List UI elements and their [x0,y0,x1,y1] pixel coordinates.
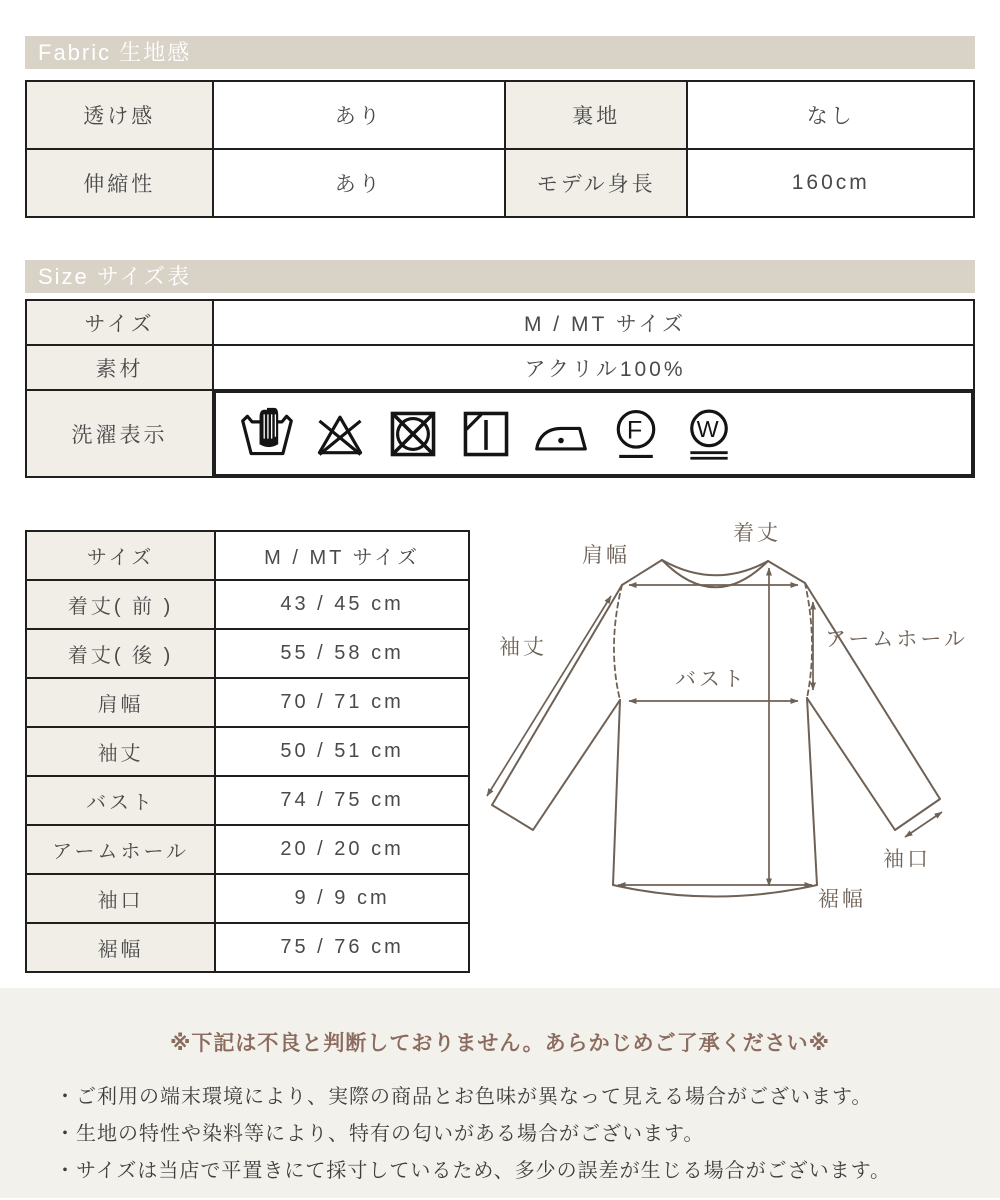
meas-value-cell: 9 / 9 cm [215,874,469,923]
garment-outline [492,560,940,897]
diagram-label-cuff: 袖口 [883,848,931,871]
meas-label-cell: 着丈( 後 ) [26,629,215,678]
measurement-arrows [487,568,942,886]
size-section-header: Size サイズ表 [25,260,975,293]
table-row [26,149,974,217]
meas-value-cell: 55 / 58 cm [215,629,469,678]
dry-clean-letter: F [626,416,646,445]
fabric-label-cell: 伸縮性 [26,149,213,217]
table-row [26,825,469,874]
table-row [26,300,974,345]
diagram-label-sleeve: 袖丈 [499,636,547,659]
meas-value-cell: M / MT サイズ [215,531,469,580]
table-row [26,629,469,678]
fabric-value-cell: あり [213,81,505,149]
table-row [26,727,469,776]
meas-value-cell: 43 / 45 cm [215,580,469,629]
meas-label-cell: 着丈( 前 ) [26,580,215,629]
do-not-tumble-dry-icon [385,406,441,462]
measurements-section [0,522,1000,971]
table-row [26,390,974,477]
table-row [26,923,469,972]
table-row [26,580,469,629]
line-dry-in-shade-icon [458,406,514,462]
meas-value-cell: 20 / 20 cm [215,825,469,874]
meas-label-cell: 裾幅 [26,923,215,972]
fabric-value-cell: 160cm [687,149,974,217]
table-row [26,874,469,923]
care-label-cell: 洗濯表示 [26,390,213,477]
meas-value-cell: 74 / 75 cm [215,776,469,825]
diagram-label-length: 着丈 [733,522,781,545]
meas-label-cell: アームホール [26,825,215,874]
do-not-bleach-icon [312,406,368,462]
diagram-label-hem: 裾幅 [818,888,866,911]
meas-value-cell: 75 / 76 cm [215,923,469,972]
iron-low-heat-icon [531,406,591,462]
garment-measurement-diagram [455,508,975,978]
size-label-cell: サイズ [26,300,213,345]
diagram-label-bust: バスト [675,668,747,691]
meas-value-cell: 50 / 51 cm [215,727,469,776]
disclaimer-item: ・ご利用の端末環境により、実際の商品とお色味が異なって見える場合がございます。 [55,1086,873,1108]
meas-label-cell: 袖丈 [26,727,215,776]
table-row [26,345,974,390]
material-label-cell: 素材 [26,345,213,390]
meas-label-cell: 肩幅 [26,678,215,727]
table-row [26,531,469,580]
measurements-table [25,530,470,973]
fabric-value-cell: なし [687,81,974,149]
table-row [26,678,469,727]
wet-clean-icon [681,404,737,464]
fabric-label-cell: モデル身長 [505,149,688,217]
meas-label-cell: バスト [26,776,215,825]
wet-clean-letter: W [696,415,722,442]
fabric-value-cell: あり [213,149,505,217]
fabric-label-cell: 裏地 [505,81,688,149]
disclaimer-item: ・生地の特性や染料等により、特有の匂いがある場合がございます。 [55,1123,705,1145]
size-value-cell: M / MT サイズ [213,300,974,345]
meas-label-cell: サイズ [26,531,215,580]
fabric-table [25,80,975,218]
table-row [26,81,974,149]
hand-wash-icon [239,406,295,462]
table-row [26,776,469,825]
fabric-label-cell: 透け感 [26,81,213,149]
diagram-label-shoulder: 肩幅 [582,544,630,567]
size-info-table [25,299,975,478]
disclaimer-section [0,988,1000,1198]
disclaimer-list [0,1079,1000,1190]
dry-clean-petroleum-icon [608,404,664,464]
disclaimer-item: ・サイズは当店で平置きにて採寸しているため、多少の誤差が生じる場合がございます。 [55,1160,891,1182]
meas-label-cell: 袖口 [26,874,215,923]
meas-value-cell: 70 / 71 cm [215,678,469,727]
care-icons-cell [214,391,973,476]
material-value-cell: アクリル100% [213,345,974,390]
disclaimer-title: ※下記は不良と判断しておりません。あらかじめご了承ください※ [169,1032,831,1055]
diagram-label-armhole: アームホール [825,628,968,651]
fabric-section-header: Fabric 生地感 [25,36,975,69]
